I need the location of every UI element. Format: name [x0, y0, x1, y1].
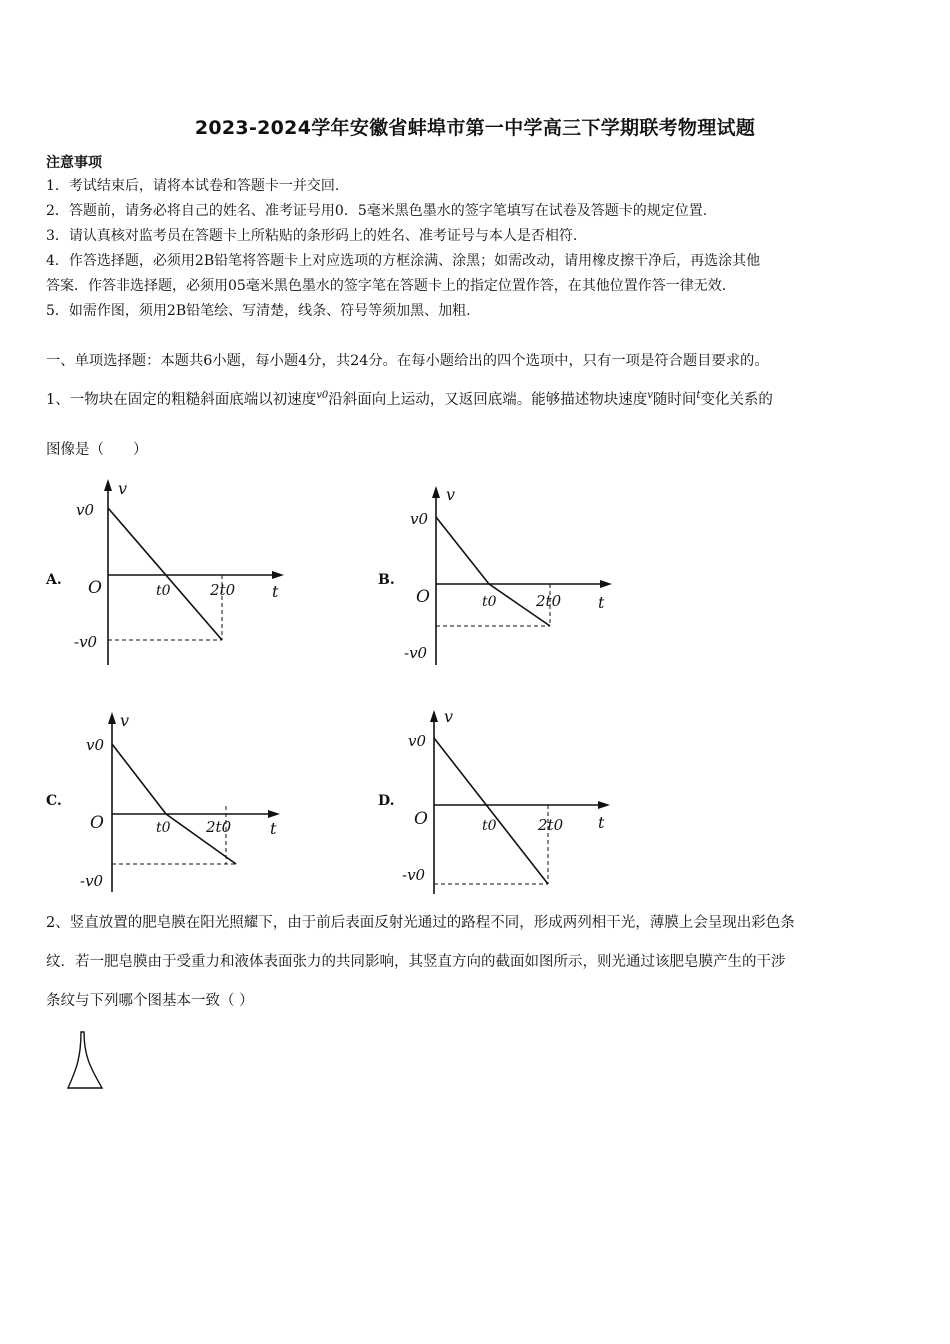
graph-d-t-label: t	[598, 813, 605, 832]
graph-d-v0-label: v0	[408, 732, 427, 750]
graph-b-2t0-label: 2t0	[536, 592, 562, 610]
notice-item-1: 1．考试结束后，请将本试卷和答题卡一并交回.	[46, 178, 340, 194]
graph-b-v0-label: v0	[410, 510, 429, 528]
graph-b-t0-label: t0	[482, 594, 497, 610]
graph-d-neg-v0-label: -v0	[402, 866, 426, 884]
question-2-line2: 纹．若一肥皂膜由于受重力和液体表面张力的共同影响，其竖直方向的截面如图所示，则光通过该肥皂膜产生的干涉	[46, 954, 786, 970]
graph-d-t0-label: t0	[482, 818, 497, 834]
option-d-label: D.	[378, 793, 395, 809]
graph-b	[398, 480, 618, 670]
q1-text-part1: 1、一物块在固定的粗糙斜面底端以初速度	[46, 392, 317, 408]
question-1-text	[46, 388, 916, 409]
question-2-line3: 条纹与下列哪个图基本一致（ ）	[46, 993, 254, 1009]
q1-text-part4: 变化关系的	[700, 392, 773, 408]
graph-d	[398, 704, 618, 898]
notice-item-5: 5．如需作图，须用2B铅笔绘、写清楚，线条、符号等须加黑、加粗.	[46, 303, 471, 319]
notice-item-2: 2．答题前，请务必将自己的姓名、准考证号用0．5毫米黑色墨水的签字笔填写在试卷及答题卡的规定位置.	[46, 203, 708, 219]
question-1-line2: 图像是（ ）	[46, 442, 148, 458]
graph-b-neg-v0-label: -v0	[404, 644, 428, 662]
q1-symbol-v: v	[647, 390, 653, 402]
graph-c	[78, 706, 298, 896]
graph-d-v-label: v	[444, 707, 454, 726]
graph-a-t0-label: t0	[156, 583, 171, 599]
q1-symbol-v0: v0	[316, 390, 329, 402]
graph-b-origin-label: O	[416, 587, 430, 607]
page-title: 2023-2024学年安徽省蚌埠市第一中学高三下学期联考物理试题	[194, 117, 756, 139]
notice-item-4: 4．作答选择题，必须用2B铅笔将答题卡上对应选项的方框涂满、涂黑；如需改动，请用橡皮擦干净后，再选涂其他	[46, 253, 761, 269]
graph-c-t0-label: t0	[156, 820, 171, 836]
graph-c-v-label: v	[120, 711, 130, 730]
graph-a-origin-label: O	[88, 578, 102, 598]
notice-item-4-cont: 答案．作答非选择题，必须用05毫米黑色墨水的签字笔在答题卡上的指定位置作答，在其他位置作答一律无效.	[46, 278, 727, 294]
graph-c-2t0-label: 2t0	[206, 818, 232, 836]
notice-item-3: 3．请认真核对监考员在答题卡上所粘贴的条形码上的姓名、准考证号与本人是否相符.	[46, 228, 578, 244]
graph-a-v-label: v	[118, 479, 128, 498]
option-c-label: C.	[46, 793, 62, 809]
graph-a-v0-label: v0	[76, 501, 95, 519]
question-2-line1: 2、竖直放置的肥皂膜在阳光照耀下，由于前后表面反射光通过的路程不同，形成两列相干光，薄膜上会呈现出彩色条	[46, 915, 795, 931]
graph-a	[70, 475, 290, 675]
graph-c-t-label: t	[270, 819, 277, 838]
graph-d-origin-label: O	[414, 809, 428, 829]
q1-symbol-t: t	[696, 390, 701, 402]
q1-text-part2: 沿斜面向上运动，又返回底端。能够描述物块速度	[328, 392, 648, 408]
graph-c-neg-v0-label: -v0	[80, 872, 104, 890]
graph-c-v0-label: v0	[86, 736, 105, 754]
soap-film-cross-section	[62, 1030, 108, 1092]
graph-b-t-label: t	[598, 593, 605, 612]
graph-b-v-label: v	[446, 485, 456, 504]
graph-a-neg-v0-label: -v0	[74, 633, 98, 651]
option-a-label: A.	[46, 572, 62, 588]
graph-a-t-label: t	[272, 582, 279, 601]
section-heading: 一、单项选择题：本题共6小题，每小题4分，共24分。在每小题给出的四个选项中，只有一项是符合题目要求的。	[46, 353, 769, 369]
graph-c-origin-label: O	[90, 813, 104, 833]
graph-a-2t0-label: 2t0	[210, 581, 236, 599]
notice-heading: 注意事项	[46, 155, 102, 171]
graph-d-2t0-label: 2t0	[538, 816, 564, 834]
option-b-label: B.	[378, 572, 395, 588]
q1-text-part3: 随时间	[652, 392, 697, 408]
